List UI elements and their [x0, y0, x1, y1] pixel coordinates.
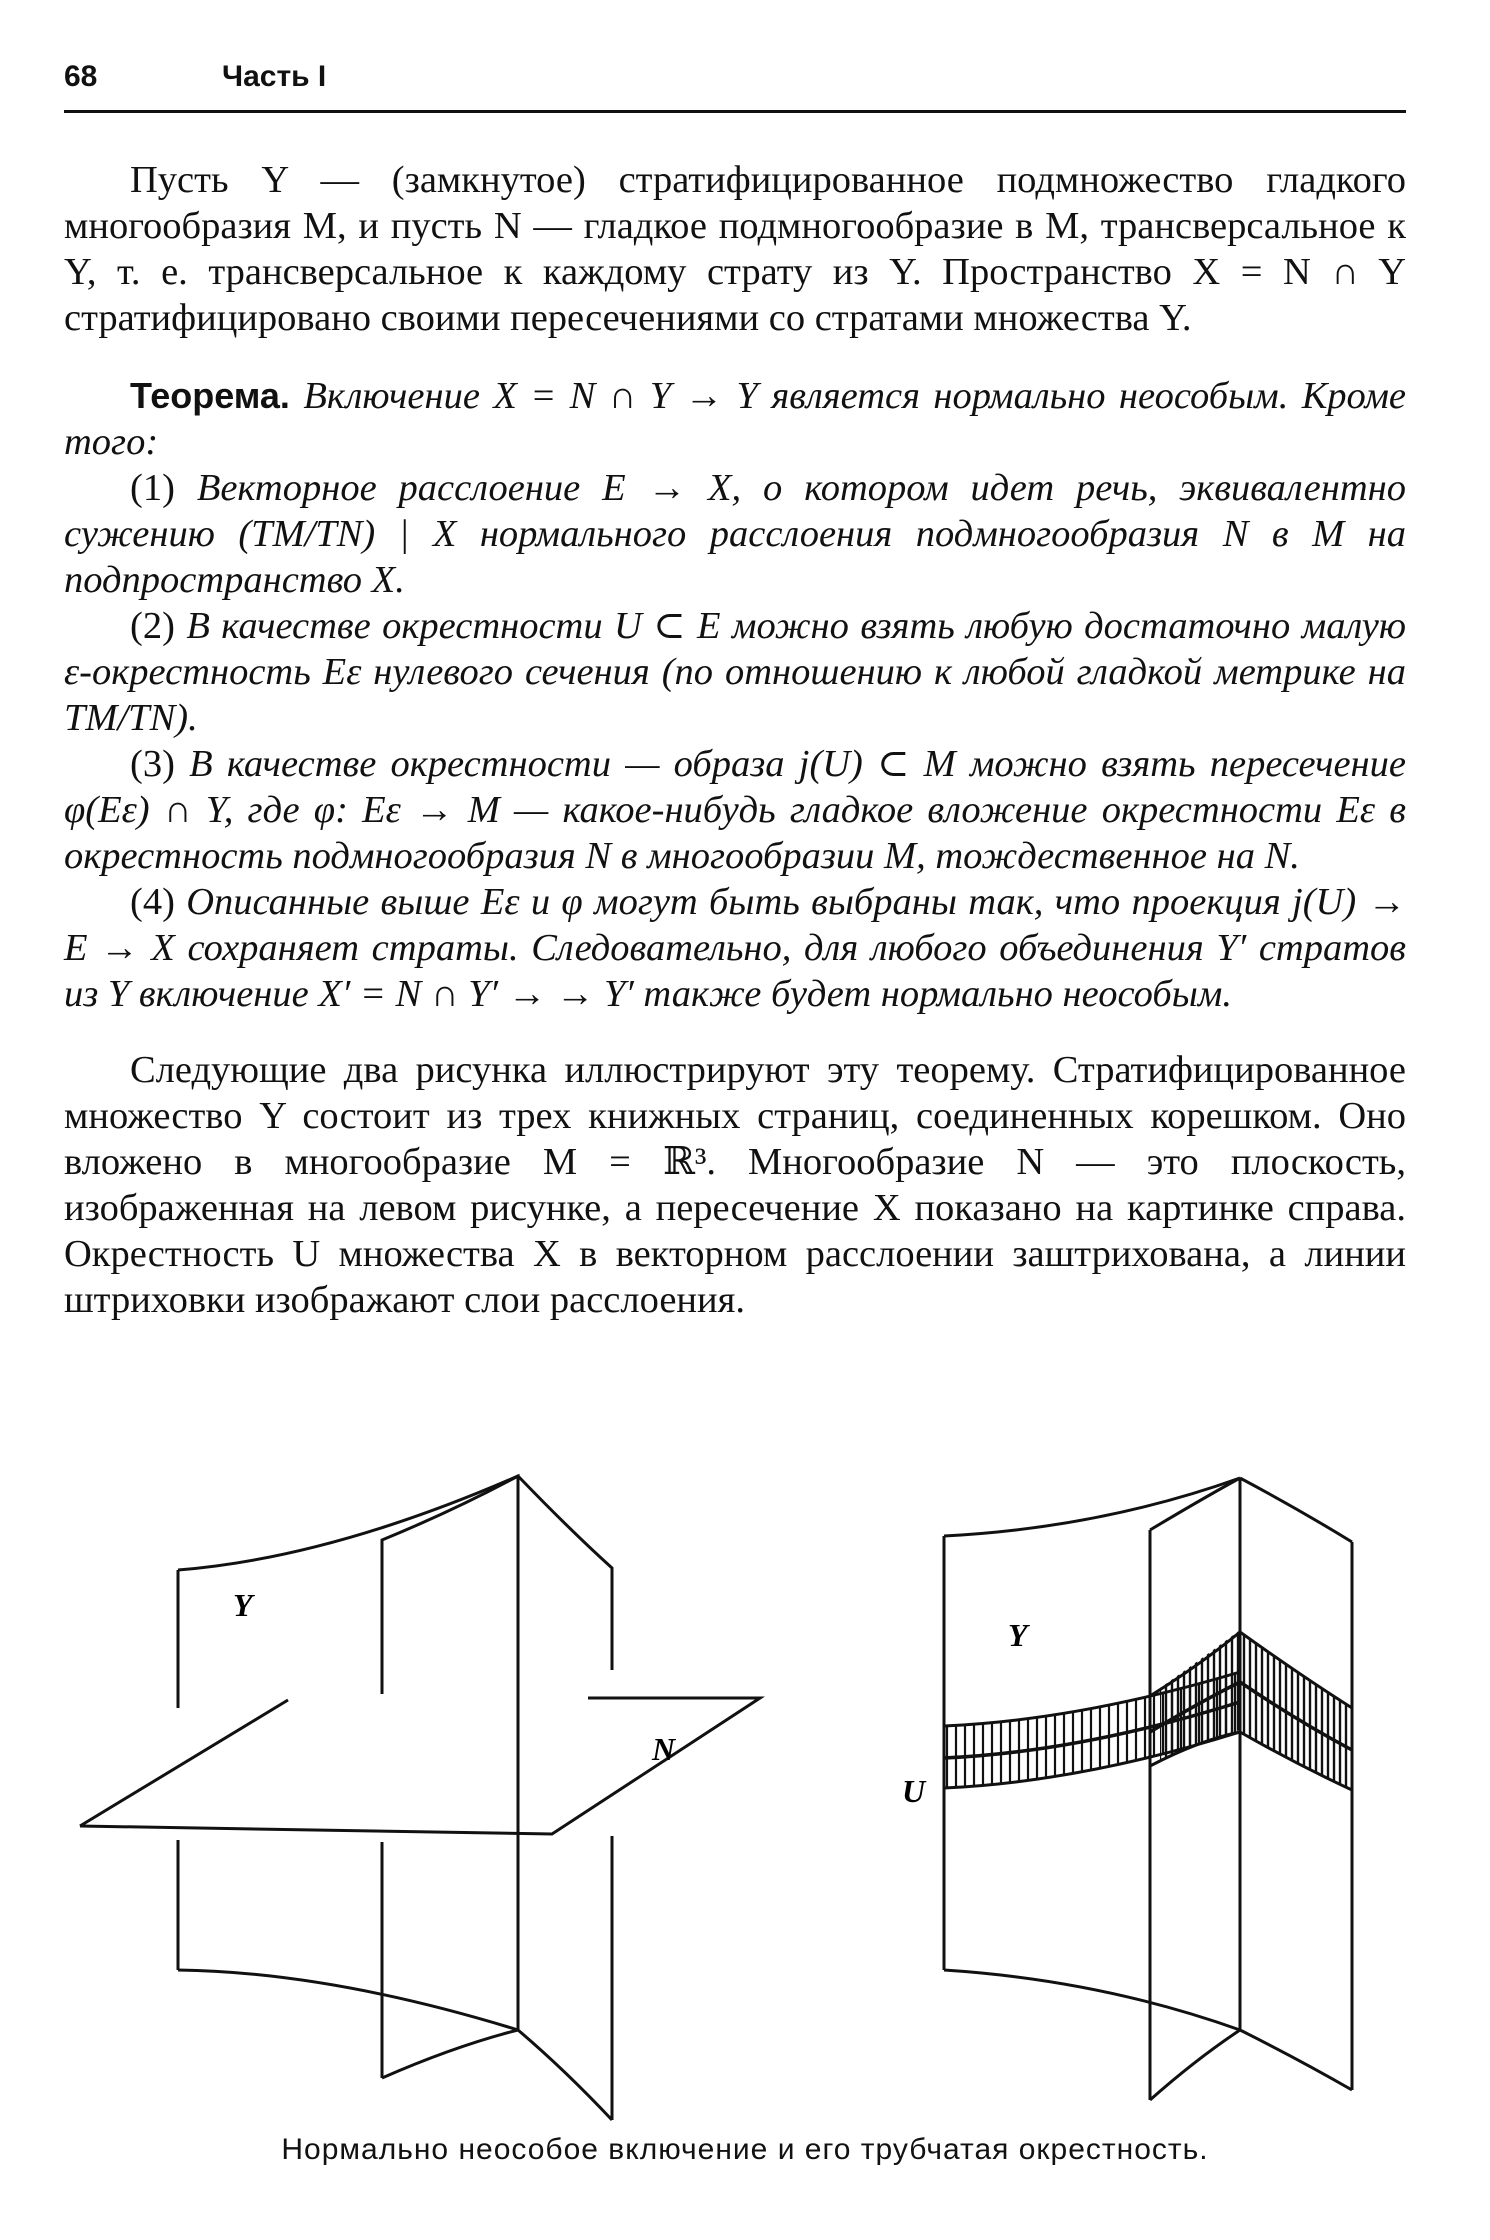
- item-number: (1): [130, 467, 175, 509]
- figure-caption: Нормально неособое включение и его трубчатая окрестность.: [281, 2133, 1209, 2166]
- item-number: (2): [130, 605, 175, 647]
- page-number: 68: [64, 60, 98, 93]
- section-title: Часть I: [222, 60, 327, 93]
- left-label-y: Y: [233, 1587, 253, 1623]
- item-number: (3): [130, 743, 175, 785]
- left-figure: [80, 1476, 760, 2120]
- left-label-n: N: [652, 1731, 676, 1767]
- item-text: Описанные выше Eε и φ могут быть выбраны так, что проекция j(U) → E → X сохраняет страты. Следовательно, для любого объединения Y′ стратов из Y включение X′ = N ∩ Y′ → → Y′ также будет нормально неособым.: [64, 881, 1407, 1015]
- left-page-top: [178, 1476, 518, 1774]
- theorem-text: Включение X = N ∩ Y → Y является нормально неособым. Кроме того:: [64, 375, 1406, 463]
- theorem-block: [64, 373, 1406, 1017]
- page: [64, 60, 1406, 1323]
- right-figure: [944, 1478, 1352, 2100]
- right-label-y: Y: [1008, 1617, 1028, 1653]
- figure-drawing: [0, 1470, 1490, 2130]
- theorem-item-2: [64, 603, 1406, 741]
- followup-paragraph: Следующие два рисунка иллюстрируют эту теорему. Стратифицированное множество Y состоит из трех книжных страниц, соединенных корешком. Оно вложено в многообразие M = ℝ³. Многообразие N — это плоскость, изображенная на левом рисунке, а пересечение X показано на картинке справа. Окрестность U множества X в векторном расслоении заштрихована, а линии штриховки изображают слои расслоения.: [64, 1049, 1406, 1321]
- item-text: Векторное расслоение E → X, о котором идет речь, эквивалентно сужению (TM/TN) | X нормального расслоения подмногообразия N в M на подпространство X.: [64, 467, 1406, 601]
- intro-paragraph: Пусть Y — (замкнутое) стратифицированное подмножество гладкого многообразия M, и пусть N — гладкое подмногообразие в M, трансверсальное к Y, т. е. трансверсальное к каждому страту из Y. Пространство X = N ∩ Y стратифицировано своими пересечениями со стратами множества Y.: [64, 159, 1406, 339]
- item-text: В качестве окрестности — образа j(U) ⊂ M можно взять пересечение φ(Eε) ∩ Y, где φ: Eε → M — какое-нибудь гладкое вложение окрестности Eε в окрестность подмногообразия N в многообразии M, тождественное на N.: [64, 743, 1406, 877]
- hatch-band-right: [1240, 1632, 1352, 1790]
- header-rule: [64, 110, 1406, 113]
- theorem-item-4: [64, 879, 1406, 1017]
- theorem-statement: [64, 373, 1406, 465]
- running-head: [64, 60, 1406, 102]
- right-label-u: U: [902, 1773, 926, 1809]
- theorem-item-3: [64, 741, 1406, 879]
- theorem-heading: Теорема.: [130, 375, 290, 416]
- figure: [0, 1470, 1490, 2090]
- theorem-item-1: [64, 465, 1406, 603]
- item-number: (4): [130, 881, 175, 923]
- item-text: В качестве окрестности U ⊂ E можно взять любую достаточно малую ε-окрестность Eε нулевого сечения (по отношению к любой гладкой метрике на TM/TN).: [64, 605, 1407, 739]
